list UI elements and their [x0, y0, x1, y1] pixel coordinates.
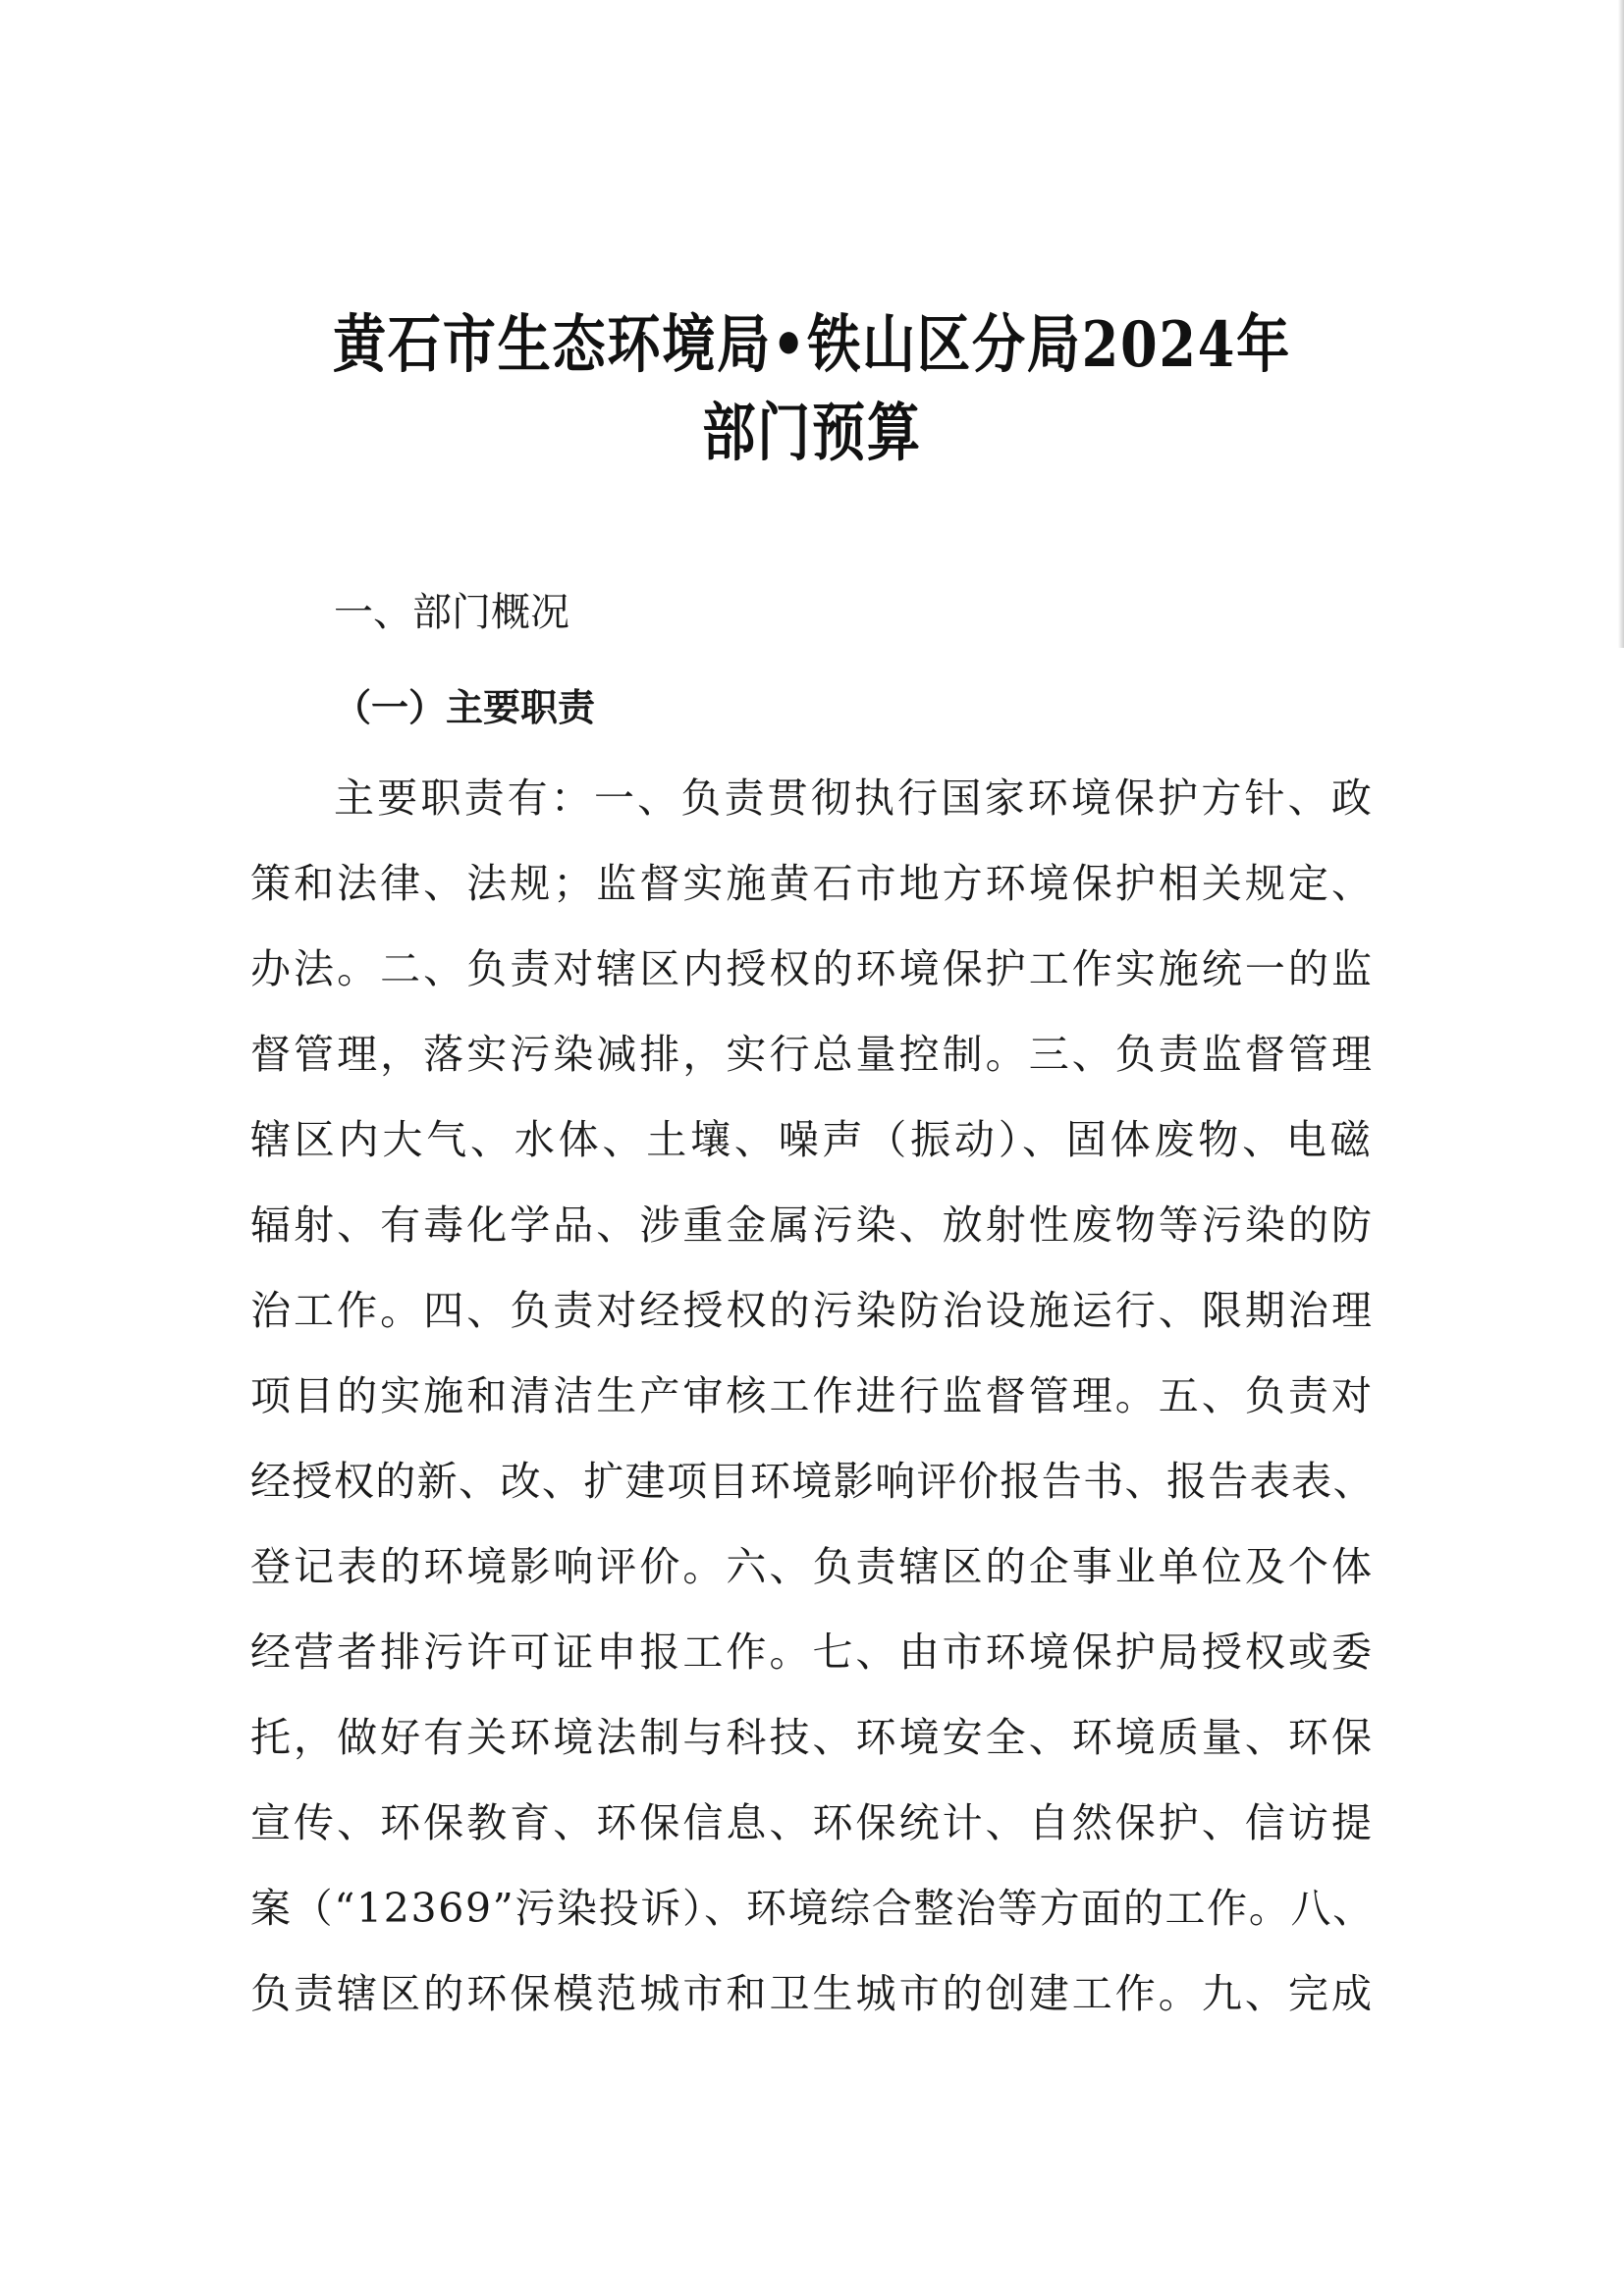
body-line: 案（“12369”污染投诉）、环境综合整治等方面的工作。八、 — [250, 1885, 1375, 1932]
body-line: 项目的实施和清洁生产审核工作进行监督管理。五、负责对 — [250, 1372, 1375, 1419]
section-heading: 一、部门概况 — [334, 590, 569, 635]
document-title-line-2: 部门预算 — [702, 397, 922, 470]
scan-edge-shadow — [1618, 0, 1624, 648]
body-line: 办法。二、负责对辖区内授权的环境保护工作实施统一的监 — [250, 945, 1375, 992]
body-line: 经授权的新、改、扩建项目环境影响评价报告书、报告表表、 — [250, 1458, 1375, 1505]
body-line: 督管理，落实污染减排，实行总量控制。三、负责监督管理 — [250, 1031, 1375, 1078]
subsection-heading: （一）主要职责 — [334, 686, 596, 729]
body-line: 登记表的环境影响评价。六、负责辖区的企事业单位及个体 — [250, 1543, 1375, 1590]
body-line: 托，做好有关环境法制与科技、环境安全、环境质量、环保 — [250, 1714, 1375, 1761]
body-line: 辐射、有毒化学品、涉重金属污染、放射性废物等污染的防 — [250, 1201, 1375, 1249]
body-line: 负责辖区的环保模范城市和卫生城市的创建工作。九、完成 — [250, 1970, 1375, 2017]
body-line: 辖区内大气、水体、土壤、噪声（振动）、固体废物、电磁 — [250, 1116, 1375, 1163]
body-line: 治工作。四、负责对经授权的污染防治设施运行、限期治理 — [250, 1287, 1375, 1334]
body-line: 宣传、环保教育、环保信息、环保统计、自然保护、信访提 — [250, 1799, 1375, 1846]
body-line: 策和法律、法规；监督实施黄石市地方环境保护相关规定、 — [250, 860, 1375, 907]
document-title-line-1: 黄石市生态环境局•铁山区分局2024年 — [333, 308, 1291, 382]
body-line: 主要职责有：一、负责贯彻执行国家环境保护方针、政 — [334, 774, 1375, 822]
body-line: 经营者排污许可证申报工作。七、由市环境保护局授权或委 — [250, 1629, 1375, 1676]
